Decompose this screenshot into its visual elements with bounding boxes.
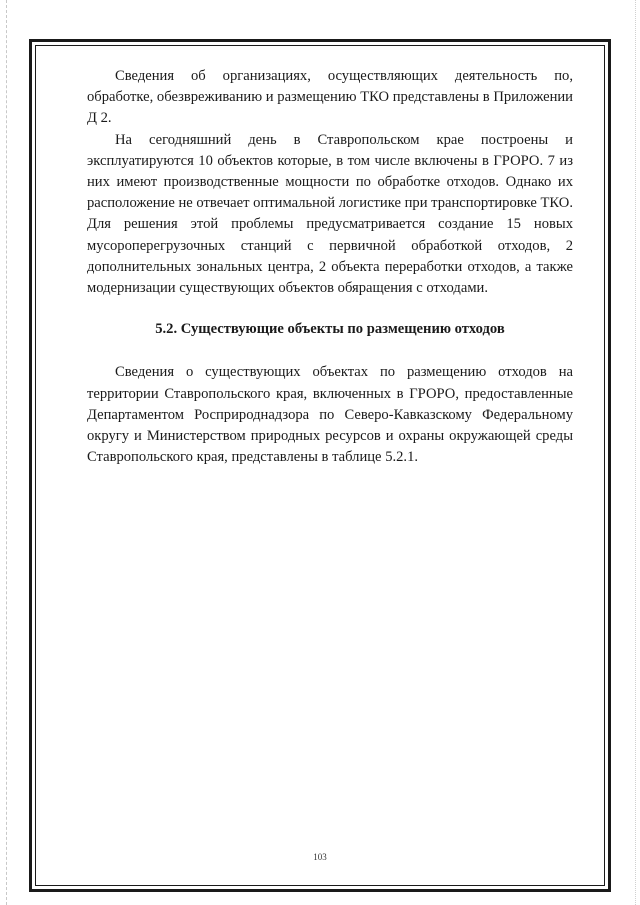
scan-edge-left: [6, 0, 7, 905]
paragraph-organizations: Сведения об организациях, осуществляющих деятельность по, обработке, обезвреживанию и размещению ТКО представлены в Приложении Д 2.: [87, 68, 573, 127]
scan-edge-right: [635, 0, 636, 905]
paragraph-existing-objects: Сведения о существующих объектах по размещению отходов на территории Ставропольского края, включенных в ГРОРО, предоставленные Департаментом Росприроднадзора по Северо-Кавказскому Федеральному округу и Министерством природных ресурсов и охраны окружающей среды Ставропольского края, представлены в таблице 5.2.1.: [87, 364, 573, 466]
section-heading: 5.2. Существующие объекты по размещению отходов: [155, 321, 505, 338]
page-number: 103: [313, 852, 327, 862]
paragraph-stavropol-facilities: На сегодняшний день в Ставропольском крае построены и эксплуатируются 10 объектов которые, в том числе включены в ГРОРО. 7 из них имеют производственные мощности по обработке отходов. Однако их расположение не отвечает оптимальной логистике при транспортировке ТКО. Для решения этой проблемы предусматривается создание 15 новых мусороперегрузочных станций с первичной обработкой отходов, 2 дополнительных зональных центра, 2 объекта переработки отходов, а также модернизации существующих объектов обяращения с отходами.: [87, 131, 573, 297]
document-body: [87, 66, 573, 468]
